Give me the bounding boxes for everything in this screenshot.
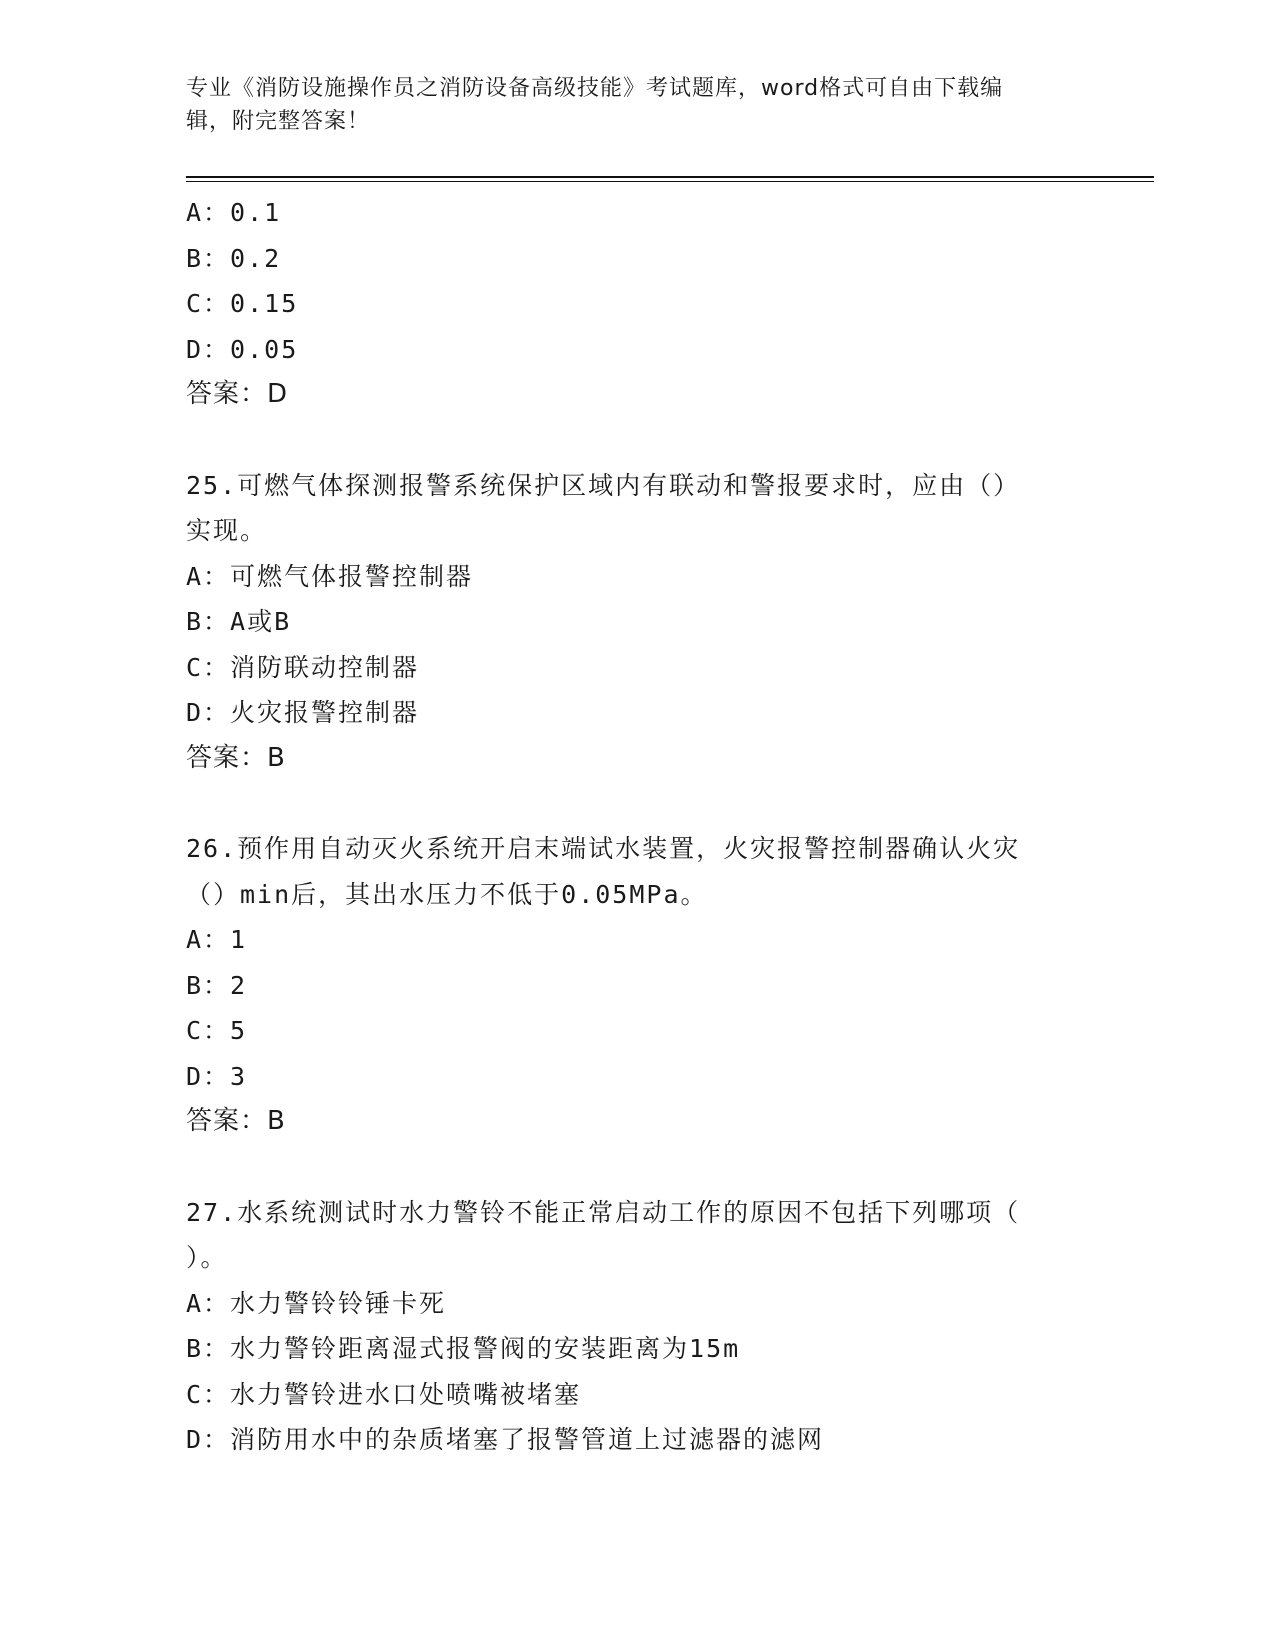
- question-stem-line-2: 实现。: [186, 516, 268, 545]
- option-b: B：A或B: [186, 607, 292, 636]
- question-27: [186, 1190, 1086, 1463]
- question-26: [186, 826, 1086, 1145]
- page-header: [186, 72, 1066, 138]
- header-line-1: 专业《消防设施操作员之消防设备高级技能》考试题库，word格式可自由下载编: [186, 76, 1004, 101]
- question-spacer: [186, 418, 1086, 463]
- question-spacer: [186, 1145, 1086, 1190]
- header-rule-thick: [186, 176, 1154, 178]
- option-c: C：水力警铃进水口处喷嘴被堵塞: [186, 1379, 582, 1409]
- option-b: B：2: [186, 970, 248, 1000]
- header-rule-thin: [186, 181, 1154, 182]
- option-c: C：消防联动控制器: [186, 652, 420, 682]
- question-25: [186, 463, 1086, 782]
- answer-text: 答案：D: [186, 379, 289, 409]
- question-stem-line-1: 27.水系统测试时水力警铃不能正常启动工作的原因不包括下列哪项（: [186, 1197, 1021, 1227]
- option-d: D：0.05: [186, 334, 299, 364]
- option-d: D：3: [186, 1061, 248, 1091]
- option-c: C：5: [186, 1016, 248, 1045]
- question-spacer: [186, 781, 1086, 826]
- option-a: A：可燃气体报警控制器: [186, 561, 474, 591]
- header-line-2: 辑，附完整答案！: [186, 109, 371, 134]
- question-stem-line-1: 26.预作用自动灭火系统开启末端试水装置，火灾报警控制器确认火灾: [186, 834, 1021, 863]
- option-a: A：0.1: [186, 198, 282, 227]
- option-c: C：0.15: [186, 289, 299, 318]
- question-stem-line-2: ）。: [186, 1243, 228, 1272]
- answer-text: 答案：B: [186, 742, 286, 773]
- option-d: D：火灾报警控制器: [186, 698, 420, 727]
- option-d: D：消防用水中的杂质堵塞了报警管道上过滤器的滤网: [186, 1425, 825, 1454]
- option-a: A：1: [186, 925, 248, 954]
- question-list: [186, 190, 1086, 1463]
- answer-text: 答案：B: [186, 1106, 286, 1136]
- question-stem-line-1: 25.可燃气体探测报警系统保护区域内有联动和警报要求时，应由（）: [186, 470, 1021, 500]
- option-b: B：水力警铃距离湿式报警阀的安装距离为15m: [186, 1334, 741, 1363]
- option-a: A：水力警铃铃锤卡死: [186, 1288, 447, 1318]
- option-b: B：0.2: [186, 243, 282, 273]
- question-24: [186, 190, 1086, 418]
- question-stem-line-2: （）min后，其出水压力不低于0.05MPa。: [186, 879, 708, 909]
